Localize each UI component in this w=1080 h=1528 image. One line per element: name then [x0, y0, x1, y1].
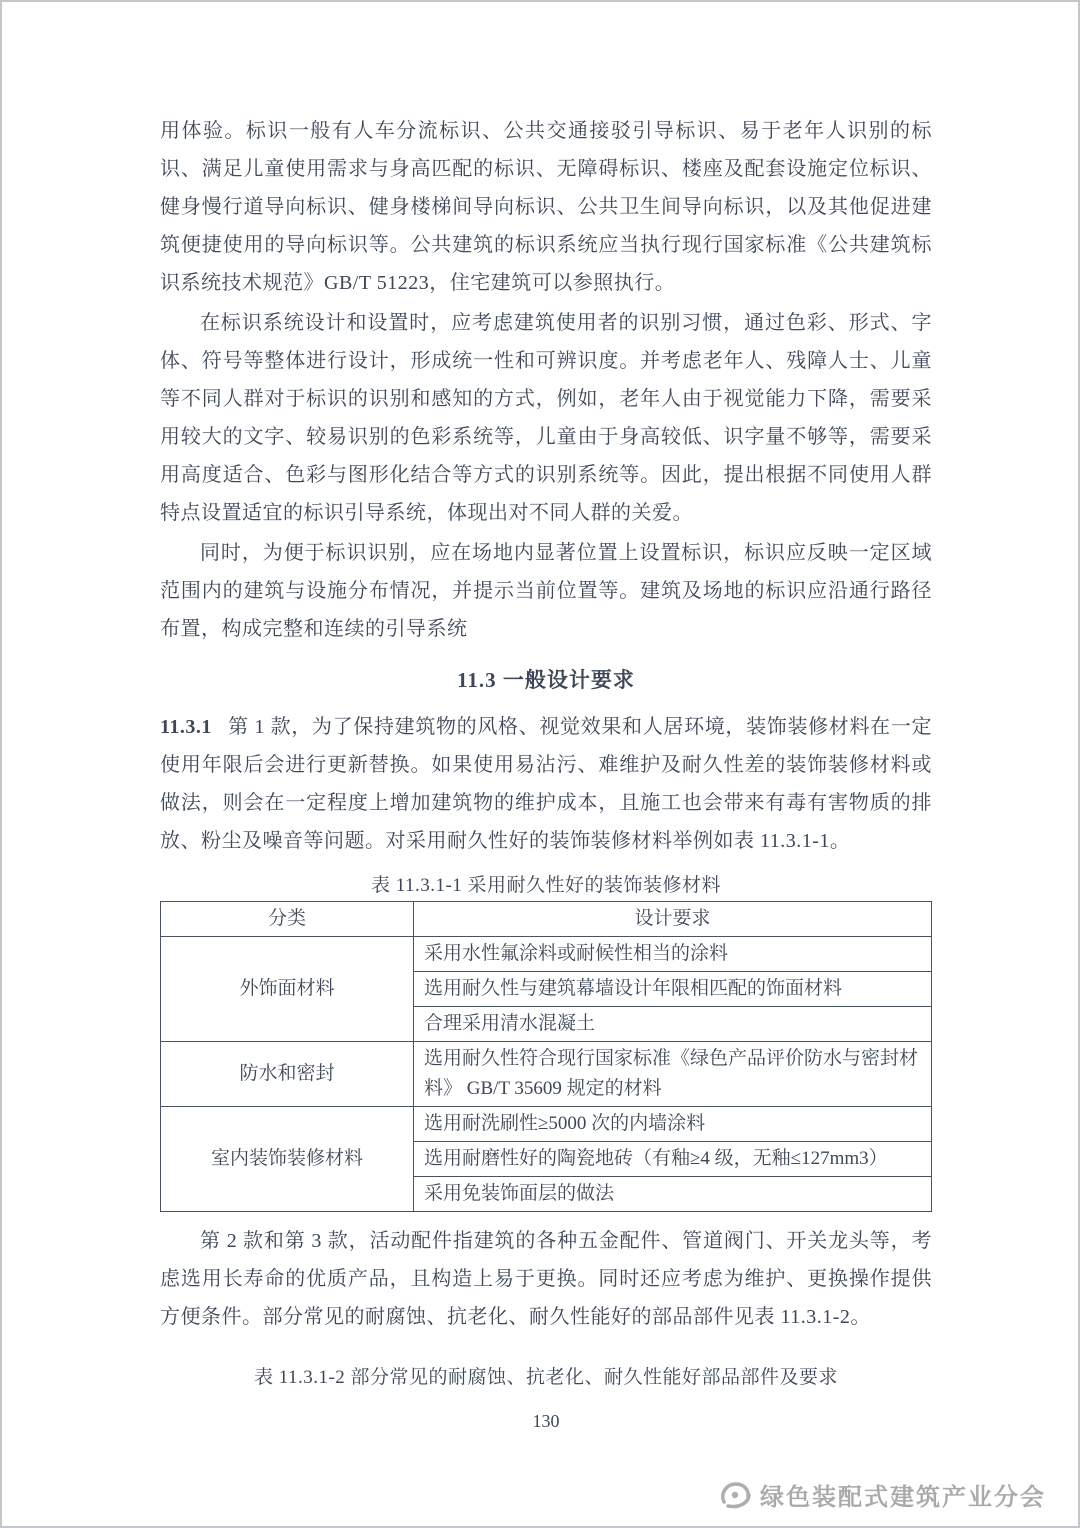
paragraph-clause: [160, 708, 932, 860]
document-content: [160, 112, 932, 1432]
table-header-category: 分类: [161, 902, 414, 937]
materials-table: [160, 901, 932, 1212]
table-header-row: [161, 902, 932, 937]
table-row: [161, 1042, 932, 1107]
table-cell-requirement: 合理采用清水混凝土: [414, 1007, 932, 1042]
table-row: [161, 1107, 932, 1142]
table-cell-requirement: 选用耐久性与建筑幕墙设计年限相匹配的饰面材料: [414, 972, 932, 1007]
watermark-text: 绿色装配式建筑产业分会: [760, 1484, 1046, 1511]
table-cell-requirement: 采用水性氟涂料或耐候性相当的涂料: [414, 937, 932, 972]
table-cell-category: 外饰面材料: [161, 937, 414, 1042]
section-heading: 11.3 一般设计要求: [457, 668, 635, 692]
table-cell-requirement: 选用耐久性符合现行国家标准《绿色产品评价防水与密封材料》 GB/T 35609 规定的材料: [414, 1042, 932, 1107]
table-caption: 表 11.3.1-1 采用耐久性好的装饰装修材料: [370, 875, 722, 896]
paragraph: 第 2 款和第 3 款，活动配件指建筑的各种五金配件、管道阀门、开关龙头等，考虑选用长寿命的优质产品，且构造上易于更换。同时还应考虑为维护、更换操作提供方便条件。部分常见的耐腐蚀、抗老化、耐久性能好的部品部件见表 11.3.1-2。: [160, 1230, 932, 1328]
page-number: 130: [532, 1411, 560, 1431]
paragraph: 在标识系统设计和设置时，应考虑建筑使用者的识别习惯，通过色彩、形式、字体、符号等整体进行设计，形成统一性和可辨识度。并考虑老年人、残障人士、儿童等不同人群对于标识的识别和感知的方式，例如，老年人由于视觉能力下降，需要采用较大的文字、较易识别的色彩系统等，儿童由于身高较低、识字量不够等，需要采用高度适合、色彩与图形化结合等方式的识别系统等。因此，提出根据不同使用人群特点设置适宜的标识引导系统，体现出对不同人群的关爱。: [160, 312, 932, 524]
table-caption: 表 11.3.1-2 部分常见的耐腐蚀、抗老化、耐久性能好部品部件及要求: [253, 1367, 839, 1388]
table-cell-requirement: 选用耐洗刷性≥5000 次的内墙涂料: [414, 1107, 932, 1142]
association-logo-icon: [718, 1480, 752, 1510]
paragraph: 同时，为便于标识识别，应在场地内显著位置上设置标识，标识应反映一定区域范围内的建筑与设施分布情况，并提示当前位置等。建筑及场地的标识应沿通行路径布置，构成完整和连续的引导系统: [160, 542, 932, 640]
table-cell-requirement: 采用免装饰面层的做法: [414, 1177, 932, 1212]
clause-text: 第 1 款，为了保持建筑物的风格、视觉效果和人居环境，装饰装修材料在一定使用年限后会进行更新替换。如果使用易沾污、难维护及耐久性差的装饰装修材料或做法，则会在一定程度上增加建筑物的维护成本，且施工也会带来有毒有害物质的排放、粉尘及噪音等问题。对采用耐久性好的装饰装修材料举例如表 11.3.1-1。: [160, 716, 932, 852]
table-cell-category: 防水和密封: [161, 1042, 414, 1107]
watermark: [718, 1477, 1046, 1512]
table-row: [161, 937, 932, 972]
table-cell-requirement: 选用耐磨性好的陶瓷地砖（有釉≥4 级，无釉≤127mm3）: [414, 1142, 932, 1177]
table-header-requirement: 设计要求: [414, 902, 932, 937]
paragraph: 用体验。标识一般有人车分流标识、公共交通接驳引导标识、易于老年人识别的标识、满足儿童使用需求与身高匹配的标识、无障碍标识、楼座及配套设施定位标识、健身慢行道导向标识、健身楼梯间导向标识、公共卫生间导向标识，以及其他促进建筑便捷使用的导向标识等。公共建筑的标识系统应当执行现行国家标准《公共建筑标识系统技术规范》GB/T 51223，住宅建筑可以参照执行。: [160, 120, 932, 294]
clause-number: 11.3.1: [160, 716, 212, 738]
table-cell-category: 室内装饰装修材料: [161, 1107, 414, 1212]
